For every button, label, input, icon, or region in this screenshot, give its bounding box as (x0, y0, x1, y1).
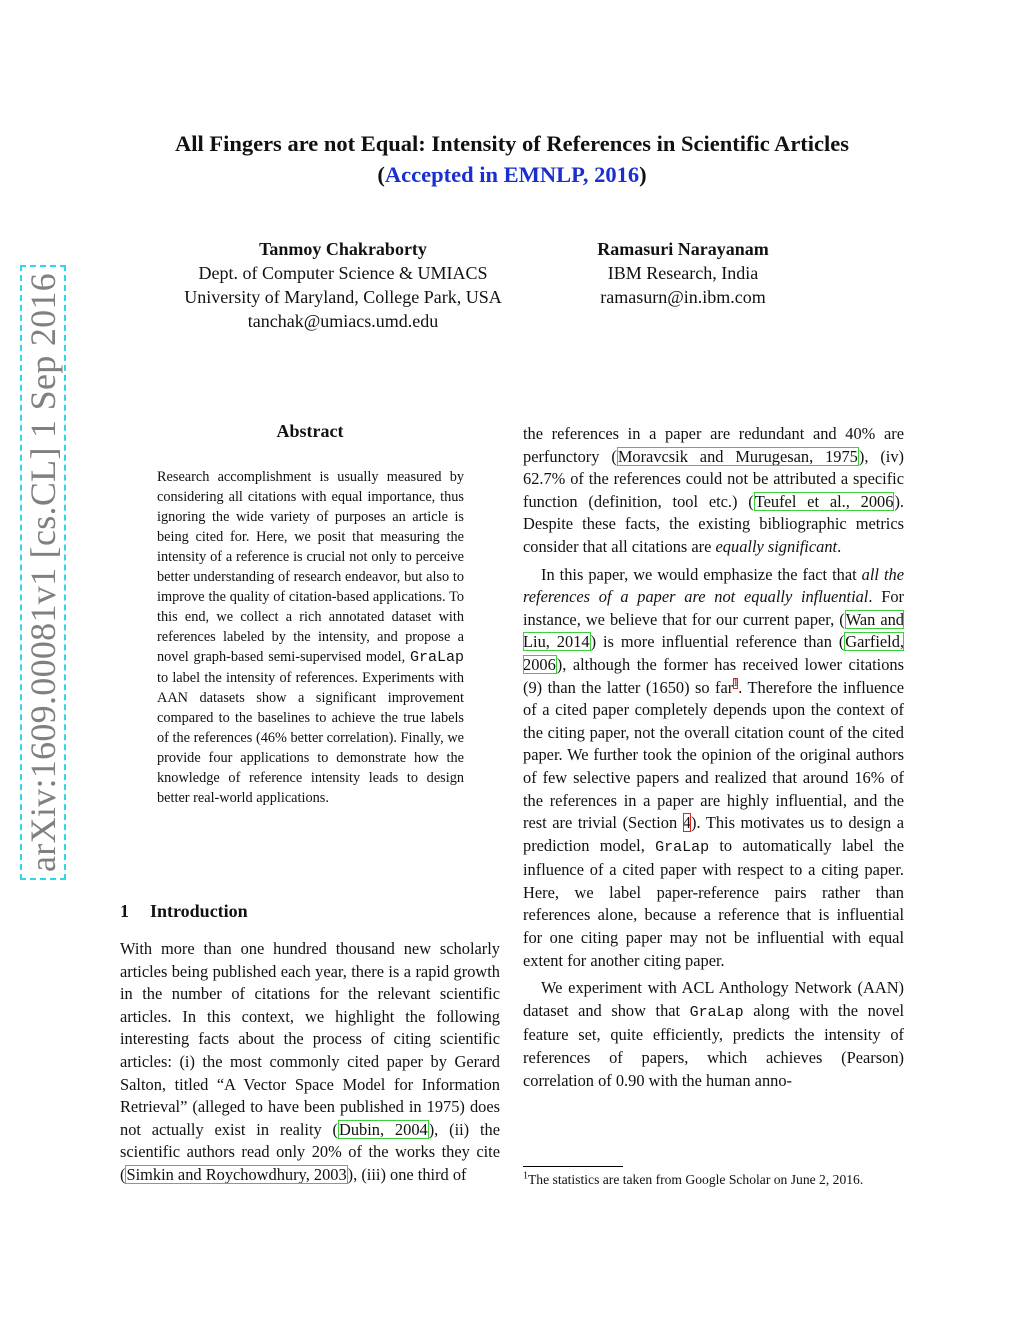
body-text: In this paper, we would emphasize the fact that (541, 564, 862, 584)
section-number: 1 (120, 901, 129, 921)
paragraph (523, 564, 904, 973)
title-acceptance (90, 159, 934, 190)
citation-link[interactable]: Simkin and Roychowdhury, 2003 (126, 1164, 347, 1184)
abstract-text: to label the intensity of references. Experiments with AAN datasets show a significant improvement compared to the baselines to achieve the true labels of the references (46% better correlation). Finally, we provide four applications to demonstrate how the knowledge of reference intensity leads to design better real-world applications. (157, 670, 464, 806)
intro-right-column (523, 423, 904, 1092)
abstract-body (157, 467, 464, 808)
abstract-heading: Abstract (276, 421, 344, 441)
author-block-1 (143, 237, 543, 333)
citation-link[interactable]: Moravcsik and Murugesan, 1975 (617, 446, 858, 466)
body-text: along with the novel feature set, quite efficiently, predicts the intensity of references of papers, which achieves (Pearson) correlation of 0.90 with the human anno- (523, 1000, 904, 1090)
body-text: ), although the former has received lower citations (9) than the latter (1650) so far (523, 654, 904, 697)
model-name: GraLap (689, 1003, 744, 1021)
emphasis: all the references of a paper are not equally influential (523, 564, 904, 607)
section-ref-link[interactable]: 4 (682, 813, 691, 833)
footnote-link[interactable]: 1 (733, 678, 739, 690)
body-text: . Therefore the influence of a cited paper completely depends upon the context of the citing paper, not the overall citation count of the cited paper. We further took the opinion of the original authors of few selective papers and realized that around 16% of the references in a paper are highly influential, and the rest are trivial (Section (523, 677, 905, 833)
model-name: GraLap (655, 838, 710, 856)
emphasis: equally significant (715, 536, 838, 556)
title-line: All Fingers are not Equal: Intensity of References in Scientific Articles (174, 131, 850, 156)
model-name: GraLap (409, 649, 464, 666)
section-title: Introduction (150, 901, 248, 921)
footnote-rule (523, 1166, 623, 1167)
close-paren: ) (639, 162, 647, 187)
body-text: ), (ii) the scientific authors read only 20% of the works they cite ( (120, 1119, 500, 1184)
arxiv-stamp[interactable]: arXiv:1609.00081v1 [cs.CL] 1 Sep 2016 (20, 265, 66, 880)
abstract-text: Research accomplishment is usually measured by considering all citations with equal importance, thus ignoring the wide variety of purposes an article is being cited for. Here, we posit that measuring the intensity of a reference is crucial not only to perceive better understanding of research endeavor, but also to improve the quality of citation-based applications. To this end, we collect a rich annotated dataset with references labeled by the intensity, and propose a novel graph-based semi-supervised model, (157, 469, 464, 665)
author-affiliation: Dept. of Computer Science & UMIACS (198, 263, 488, 283)
author-email: tanchak@umiacs.umd.edu (247, 311, 439, 331)
author-name: Ramasuri Narayanam (597, 239, 769, 259)
body-text: . (837, 536, 842, 556)
author-email: ramasurn@in.ibm.com (600, 287, 766, 307)
body-text: ) is more influential reference than ( (590, 632, 845, 652)
citation-link[interactable]: Wan and Liu, 2014 (523, 609, 905, 652)
paragraph (523, 423, 904, 559)
author-affiliation: University of Maryland, College Park, USA (184, 287, 502, 307)
citation-link[interactable]: Teufel et al., 2006 (754, 491, 894, 511)
intro-left-column (120, 938, 500, 1187)
paper-title (90, 128, 934, 190)
body-text: the references in a paper are redundant and 40% are perfunctory ( (523, 424, 904, 466)
body-text: ), (iii) one third of (347, 1164, 467, 1184)
body-text: We experiment with ACL Anthology Network (AAN) dataset and show that (523, 978, 904, 1020)
body-text: ). Despite these facts, the existing bibliographic metrics consider that all citations are (523, 491, 904, 556)
section-heading-introduction (120, 901, 248, 922)
paragraph (523, 977, 904, 1092)
open-paren: ( (377, 162, 385, 187)
citation-link[interactable]: Garfield, 2006 (523, 632, 905, 674)
author-affiliation: IBM Research, India (607, 263, 759, 283)
footnote (523, 1170, 904, 1189)
body-text: to automatically label the influence of a cited paper with respect to a citing paper. Here, we label paper-reference pairs rather than references alone, because a reference that is influential for one citing paper may not be influential with equal extent for another citing paper. (523, 835, 904, 970)
author-name: Tanmoy Chakraborty (259, 239, 427, 259)
body-text: . For instance, we believe that for our current paper, ( (523, 587, 905, 629)
body-text: ). This motivates us to design a prediction model, (523, 813, 904, 855)
paragraph (120, 938, 500, 1187)
footnote-text: The statistics are taken from Google Scholar on June 2, 2016. (528, 1172, 864, 1187)
accepted-link[interactable]: Accepted in EMNLP, 2016 (384, 162, 640, 187)
body-text: ), (iv) 62.7% of the references could not be attributed a specific function (definition, tool etc.) ( (523, 446, 904, 511)
footnote-mark: 1 (523, 1170, 528, 1182)
author-block-2 (543, 237, 823, 309)
body-text: With more than one hundred thousand new scholarly articles being published each year, there is a rapid growth in the number of citations for the relevant scientific articles. In this context, we highlight the following interesting facts about the process of citing scientific articles: (i) the most commonly cited paper by Gerard Salton, titled “A Vector Space Model for Information Retrieval” (alleged to have been published in 1975) does not actually exist in reality ( (120, 939, 500, 1139)
citation-link[interactable]: Dubin, 2004 (339, 1119, 428, 1139)
